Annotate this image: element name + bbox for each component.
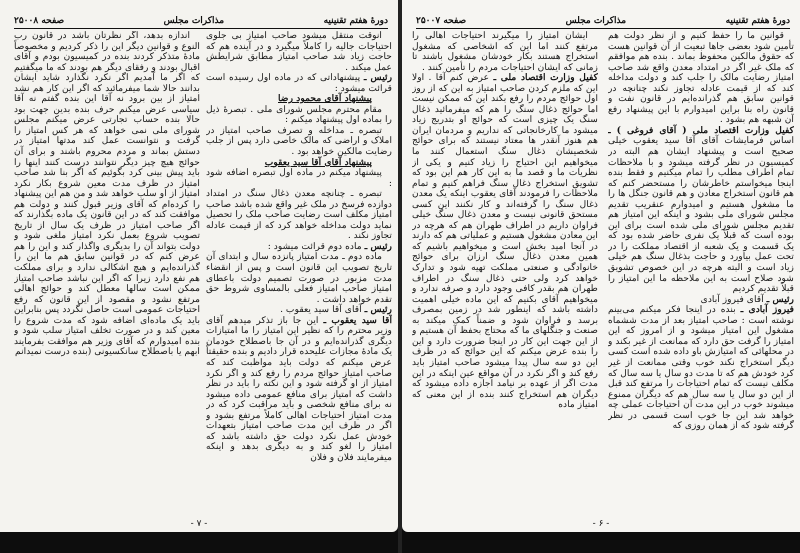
speaker-name: رئیس ـ bbox=[766, 293, 794, 305]
page-label: صفحه ۲۵۰۰۸ bbox=[14, 16, 65, 26]
paragraph bbox=[412, 31, 598, 73]
paragraph-text: این جا باز تذکر میدهم آقای وزیر محترم را که نظیر این امتیاز را ما امتیازات دیگری گذرانده‌ایم و در آن جا باصطلاح خودمان یک مادهٔ مجازات علیحده قرار دادیم و بنده حقیقتاً عرض میکنم که دولت باید مواظبت کند که صاحب امتیاز حوائج مردم را رفع کند و اگر نکرد امتیاز از او گرفته شود و این نکته را باید در نظر داشت که امتیاز برای منافع عمومی داده میشود نه برای منافع شخصی و باید مراقبت کرد که در مدت امتیاز احتیاجات اهالی کاملاً مرتفع بشود و اگر در ظرف این مدت صاحب امتیاز بتعهدات خودش عمل نکرد دولت حق داشته باشد که امتیاز را لغو کند و به دیگری بدهد و اینکه میفرمایند فلان و فلان bbox=[206, 314, 392, 463]
speaker-name: رئیس ـ bbox=[364, 304, 392, 316]
paragraph-text: تبصره ـ مداخله و تصرف صاحب امتیاز در املاک و اراضی که مالک خاصی دارد پس از جلب رضایت مالکین خواهد بود . bbox=[206, 124, 392, 158]
speaker-name: کفیل وزارت اقتصاد ملی ـ bbox=[493, 72, 598, 84]
text-column-right bbox=[608, 31, 794, 513]
session-label: دورهٔ هفتم تقنینیه bbox=[323, 16, 388, 26]
paragraph-text: بنده در اینجا فکر میکنم می‌بینم نوشته است : صاحب امتیاز بعد از مدت ششماه مشغول این امتیاز میشود و از امروز که این امتیاز را گرفت حق دارد که ممانعت از غیر بکند و در محلهائی که امتیازش باو داده شده است کسی دیگر استخراج نکند خوب وقتی ممانعت از غیر کرد خودش هم که تا مدت دو سال یا سه سال که مکلف نیست که تمام احتیاجات را مرتفع کند قبل از این دو سال یا سه سال هم که دیگران ممنوع میشوند خوب در این مدت آن احتیاجات عملی چه خواهد شد این جا خوب است قسمی در نظر گرفته شود که از همان روزی که bbox=[608, 304, 794, 432]
paragraph-text: آقای فیروز آبادی bbox=[700, 293, 764, 305]
paragraph bbox=[206, 105, 392, 126]
paragraph-text: ماده دوم قرائت میشود : bbox=[267, 240, 362, 252]
publication-title: مذاکرات مجلس bbox=[565, 16, 627, 26]
speaker-name: فیروز آبادی ـ bbox=[740, 304, 794, 316]
text-column-left bbox=[412, 31, 598, 513]
page-number: - ۷ - bbox=[190, 519, 208, 529]
paragraph bbox=[206, 168, 392, 189]
paragraph bbox=[206, 31, 392, 73]
paragraph-text: ایشان امتیاز را میگیرند احتیاجات اهالی را مرتفع کنند اما این که اشخاصی که مشغول استخراج هستند بکار خودشان مشغول باشند تا زمانی که ایشان احتیاجات مردم را تأمین کنند . bbox=[412, 31, 598, 73]
speaker-name: آقا سید یعقوب ـ bbox=[323, 314, 392, 326]
page-label: صفحه ۲۵۰۰۷ bbox=[416, 16, 467, 26]
text-column-right bbox=[206, 31, 392, 513]
speaker-name: کفیل وزارت اقتصاد ملی ( آقای فروغی ) ـ bbox=[608, 124, 794, 136]
right-page bbox=[402, 0, 800, 532]
paragraph bbox=[206, 73, 392, 94]
text-column-left bbox=[14, 31, 200, 513]
paragraph-text: قوانین ما را حفظ کنیم و از نظر دولت هم تأمین شود بعضی جاها تبعیت از آن قوانین هست که حقوق مالکین محفوظ بماند . بنده هم موافقم که ملک غیر اگر در امتداد معدن واقع شد صاحب امتیاز رضایت مالک را جلب کند و دولت مداخله کند که از قیمت عادله تجاوز نکند چنانچه در قوانین سابق هم گذرانده‌ایم در قانون نفت و قانون راه بنا براین امیدوارم با این پیشنهاد رفع آن شبهه هم بشود . bbox=[608, 31, 794, 126]
paragraph bbox=[412, 73, 598, 411]
page-header bbox=[14, 6, 388, 29]
paragraph bbox=[206, 126, 392, 158]
paragraph-text: آقای آقا سید یعقوب . bbox=[280, 304, 362, 316]
paragraph bbox=[14, 31, 200, 358]
paragraph bbox=[608, 305, 794, 432]
paragraph-text: تبصره ـ چنانچه معدن ذغال سنگ در امتداد دوازده فرسخ در ملک غیر واقع شده باشد صاحب امتیاز مکلف است رضایت صاحب ملک را تحصیل نماید دولت مداخله خواهد کرد که از قیمت عادله تجاوز نکند . bbox=[206, 188, 392, 242]
page-header bbox=[416, 6, 790, 29]
paragraph-text: پیشنهاداتی که در ماده اول رسیده است قرائت میشود : bbox=[206, 72, 392, 94]
paragraph bbox=[608, 126, 794, 295]
paragraph bbox=[608, 31, 794, 126]
paragraph-text: اندازه بدهد، اگر نظرتان باشد در قانون رب النوع و قوانین دیگر این را ذکر کردیم و مخصوصاً مادهٔ متذکر کردند بنده در کمیسیون بودم و آقای اقبال بودند و رفقای دیگر هم بودند که ما میگفتیم که اگر ما آمدیم اگر نکرد نگذارد شاید ایشان بدانند حالا شما میفرمائید که اگر این کار هم نشد امتیاز از بین برود نه آقا این بنده گفتم نه آقا سیاسی عرض میکنم حرف بنده بدین جهت بود حالا بنده حساب تجارتی عرض میکنم مجلس شورای ملی نمی خواهد که هر کس امتیاز را گرفت و نتوانست عمل کند مدتها امتیاز در دستش بماند و مردم محروم باشند و برای آن حوائج هیچ چیز دیگر نتوانند درست کنند اینها را باید پیش بینی کرد بگوئیم که اگر بنا شد صاحب امتیاز در ظرف مدت معین شروع بکار نکرد امتیاز از او سلب خواهد شد و من هم این پیشنهاد را کرده‌ام که آقای وزیر قبول کنند و دولت هم موافقت کند که در این قانون یک ماده بگذارند که اگر صاحب امتیاز در ظرف یک سال از تاریخ تصویب شروع بعمل نکرد امتیاز ملغی شود و دولت بتواند آن را بدیگری واگذار کند و این را هم عرض کنم که در قوانین سابق هم ما این را گذرانده‌ایم و هیچ اشکالی ندارد و برای مملکت هم نفع دارد زیرا که اگر این نباشد صاحب امتیاز ممکن است سالها معطل کند و حوائج اهالی مرتفع نشود و مقصود از این قانون که رفع احتیاجات عمومی است حاصل نگردد پس بنابراین باید یک ماده‌ای اضافه شود که مدت شروع را معین کند و در صورت تخلف امتیاز سلب شود و بنده امیدوارم که آقای وزیر هم موافقت بفرمایند ابهم یا باصطلاح سانکسیونی (بنده درست نمیدانم bbox=[14, 31, 200, 358]
proposal-heading: پیشنهاد آقای محمود رضا bbox=[278, 93, 372, 105]
paragraph-text: ماده دوم ـ مدت امتیاز پانزده سال و ابتدای آن تاریخ تصویب این قانون است و پس از انقضاء مدت مزبور در صورت تصمیم دولت باعطای امتیاز صاحب امتیاز فعلی بالمساوی شروط حق تقدم خواهد داشت . bbox=[206, 251, 392, 305]
page-number: - ۶ - bbox=[592, 519, 610, 529]
paragraph-text: مقام محترم مجلس شورای ملی . تبصرهٔ ذیل را بماده اول پیشنهاد میکنم : bbox=[206, 103, 392, 126]
speaker-name: رئیس ـ bbox=[363, 72, 392, 84]
publication-title: مذاکرات مجلس bbox=[163, 16, 225, 26]
paragraph-text: آنوقت منتقل میشود صاحب امتیاز بی جلوی احتیاجات جالیه را کاملاً میگیرد و در آینده هم که حاجت زیاد شد صاحب امتیاز مطابق شرایطش عمل میکند . bbox=[206, 31, 392, 73]
paragraph-text: عرض کنم آقا . اولا این که ملزم کردن صاحب امتیاز به این که از روز اول حوائج مردم را رفع بکند این که ممکن نیست اما حوائج ذغال سنگ را هم که میفرمائید ذغال سنگ یک چیزی است که حوائج او بتدریج زیاد میشود ما کارخانجاتی که نداریم و مردمان ایران هم هنوز آنقدر ها معتاد نیستند که برای حوائج شخصیشان ذغال سنگ استعمال کنند ما میخواهیم این احتیاج را زیاد کنیم و یکی از نظریات ما و قصد ما به این کار هم این بود که تشویق استخراج ذغال سنگ فراهم کنیم و تمام ملاحظات را فرمودند آقای یعقوب اینکه یک معدن ذغال سنگ را گرفته‌اند و کار نکنند این کسی مستحق قانونی نیست و معدن ذغال سنگ خیلی فراوان داریم در اطراف طهران هم که هرچه در این معادن مشغول هستیم و عملیاتی هم که دارند در آنجا امید بخش است و میخواهیم باشیم که همین معدن ذغال سنگ ارزان برای حوائج خانوادگی و صنعتی مملکت تهیه شود و تدارک خواهد کرد ولی حتی ذغال سنگ در اطراف طهران هم بقدر کافی وجود دارد و صرفه ندارد و میخواهیم آقای بکنیم که این ماده خیلی اهمیت داشته باشد که اینطور شد در زمین بمصرف برسد و فراوان شود و ضمناً کمک میکند به صنعت و جنگلهای ما که محتاج بحفظ آن هستیم و از این جهت این کار در اینجا ضرورت دارد و این را بنده عرض میکنم که این حوائج که در ظرف این دو سه سال پیدا میشود صاحب امتیاز باید رفع کند و اگر نکرد در آن مواقع عین اینکه در این مدت اگر از عهده بر نیامد اجازه داده میشود که دیگران هم استخراج کنند بنده از این معنی که امتیاز ماده bbox=[412, 72, 598, 411]
proposal-heading: پیشنهاد آقای آقا سید یعقوب bbox=[264, 156, 372, 168]
paragraph-text: پیشنهاد میکنم در ماده اول تبصره اضافه شود : bbox=[206, 167, 392, 189]
left-page bbox=[0, 0, 398, 532]
paragraph-text: اساس فرمایشات آقای آقا سید یعقوب خیلی صحیح است و پیشنهاد ایشان هم البته در کمیسیون در نظر گرفته میشود و با ملاحظات تمام اطراف مطلب را تمام میکنیم و فقط بنده اینجا میخواستم خاطرشان را مستحضر کنم که هم قانون استخراج معادن و هم قانون جنگل ها را ما مشغول هستیم و امیدوارم عنقریب تقدیم مجلس شورای ملی بشود و اینکه این امتیاز هم تقدیم مجلس شورای ملی شده است برای این بوده است که قبلاً یک نفری حاضر شده بود که یک قسمت و یک شعبه از اقتصاد مملکت را در تحت عمل بیاورد و حاجت بذغال سنگ هم خیلی زیاد است و البته هرچه در این خصوص تشویق شود صلاح است به این ملاحظه ما این امتیاز را قبلاً تقدیم کردیم bbox=[608, 135, 794, 295]
speaker-name: رئیس ـ bbox=[364, 240, 392, 252]
paragraph bbox=[206, 189, 392, 242]
paragraph bbox=[206, 316, 392, 464]
session-label: دورهٔ هفتم تقنینیه bbox=[725, 16, 790, 26]
paragraph bbox=[206, 252, 392, 305]
